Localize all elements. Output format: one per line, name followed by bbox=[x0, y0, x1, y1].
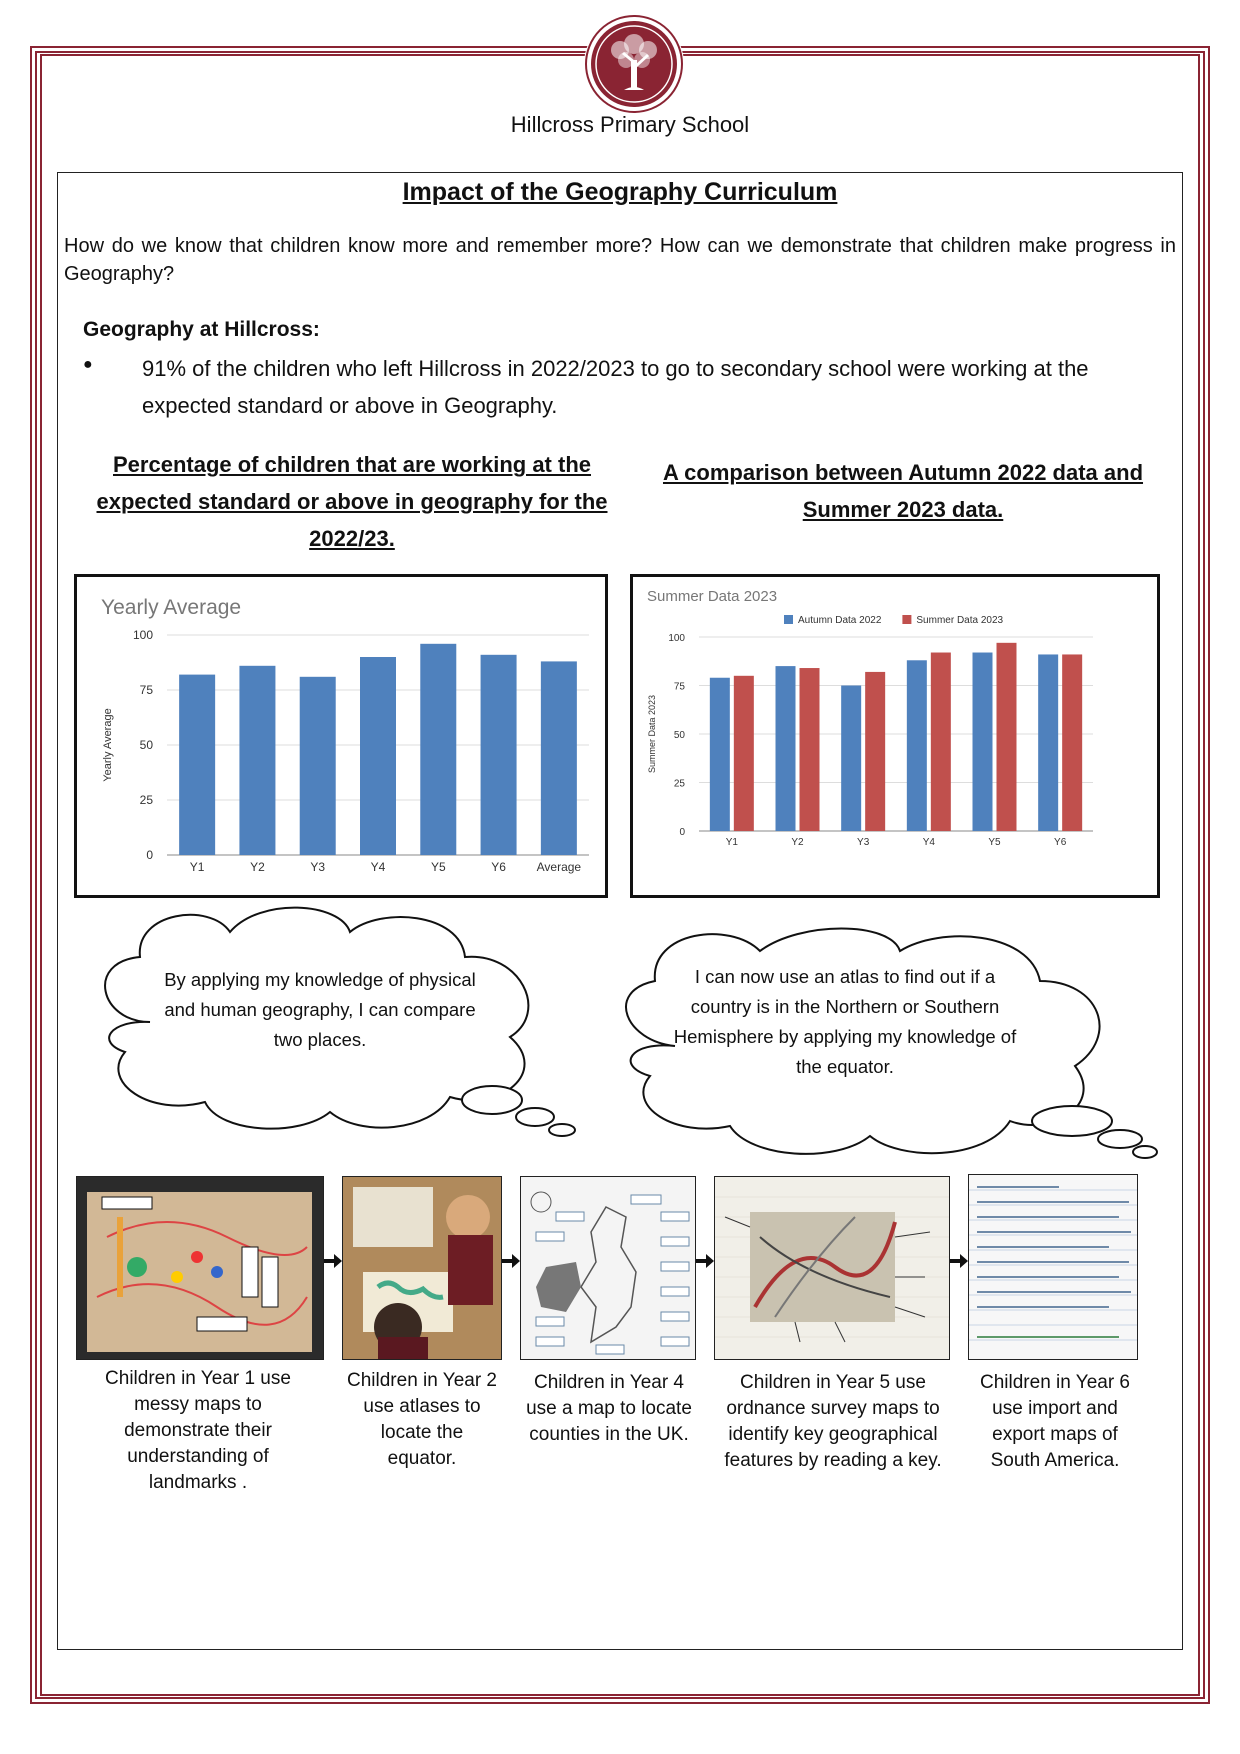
y-tick-label: 50 bbox=[673, 730, 685, 741]
legend-label: Summer Data 2023 bbox=[916, 615, 1004, 626]
y-tick-label: 0 bbox=[679, 827, 685, 838]
caption-year4: Children in Year 4 use a map to locate counties in the UK. bbox=[526, 1372, 692, 1445]
page-title: Impact of the Geography Curriculum bbox=[402, 178, 838, 206]
bullet-icon: ● bbox=[83, 356, 93, 373]
tree-crest-icon bbox=[584, 14, 684, 114]
intro-text: How do we know that children know more and remember more? How can we demonstrate that children make progress in Geography? bbox=[64, 235, 1176, 285]
written-notes-photo bbox=[968, 1174, 1138, 1360]
y-tick-label: 100 bbox=[132, 628, 153, 642]
caption-year1: Children in Year 1 use messy maps to demonstrate their understanding of landmarks . bbox=[105, 1368, 291, 1493]
yearly-average-chart bbox=[74, 574, 608, 898]
x-tick-label: Y4 bbox=[922, 837, 935, 848]
bar bbox=[481, 655, 517, 855]
bar bbox=[1038, 654, 1058, 831]
school-logo bbox=[584, 14, 684, 114]
bar bbox=[907, 660, 927, 831]
uk-map-photo bbox=[520, 1176, 696, 1360]
arrow-right-icon bbox=[950, 1254, 968, 1268]
y-tick-label: 25 bbox=[673, 778, 685, 790]
bar bbox=[865, 672, 885, 831]
bar bbox=[800, 668, 820, 831]
bar bbox=[997, 643, 1017, 831]
legend-label: Autumn Data 2022 bbox=[798, 615, 882, 626]
x-tick-label: Y3 bbox=[310, 860, 326, 874]
x-tick-label: Y5 bbox=[430, 860, 446, 874]
atlas-photo bbox=[342, 1176, 502, 1360]
x-tick-label: Y6 bbox=[491, 860, 506, 874]
arrow-right-icon bbox=[696, 1254, 714, 1268]
os-map-photo bbox=[714, 1176, 950, 1360]
y-axis-label: Yearly Average bbox=[102, 708, 114, 782]
chart-title: Summer Data 2023 bbox=[647, 588, 778, 605]
x-tick-label: Y1 bbox=[725, 837, 738, 848]
bar bbox=[1062, 654, 1082, 831]
bar bbox=[734, 676, 754, 831]
bar bbox=[841, 686, 861, 832]
bar bbox=[239, 666, 275, 855]
legend-swatch bbox=[902, 615, 911, 624]
y-axis-label: Summer Data 2023 bbox=[647, 694, 657, 774]
comparison-chart-svg bbox=[633, 577, 1157, 895]
bar bbox=[776, 666, 796, 831]
y-tick-label: 75 bbox=[139, 683, 153, 697]
thought-bubble-left-text: By applying my knowledge of physical and human geography, I can compare two places. bbox=[164, 969, 476, 1050]
y-tick-label: 25 bbox=[139, 793, 153, 807]
y-tick-label: 100 bbox=[668, 633, 685, 644]
bar bbox=[931, 653, 951, 831]
bar bbox=[973, 653, 993, 831]
x-tick-label: Y1 bbox=[189, 860, 205, 874]
legend-swatch bbox=[784, 615, 793, 624]
y-tick-label: 0 bbox=[146, 848, 153, 862]
messy-map-photo bbox=[76, 1176, 324, 1360]
x-tick-label: Average bbox=[536, 860, 582, 874]
bar bbox=[179, 675, 215, 855]
caption-year2: Children in Year 2 use atlases to locate the equator. bbox=[347, 1370, 497, 1469]
x-tick-label: Y6 bbox=[1054, 837, 1067, 848]
left-chart-heading: Percentage of children that are working at the expected standard or above in geography for the 2022/23. bbox=[96, 452, 608, 551]
bar bbox=[710, 678, 730, 831]
arrow-right-icon bbox=[324, 1254, 342, 1268]
caption-year5: Children in Year 5 use ordnance survey maps to identify key geographical features by reading a key. bbox=[724, 1372, 942, 1471]
y-tick-label: 50 bbox=[139, 738, 153, 752]
arrow-right-icon bbox=[502, 1254, 520, 1268]
yearly-average-chart-svg bbox=[77, 577, 605, 895]
thought-bubble-right-text: I can now use an atlas to find out if a country is in the Northern or Southern Hemisphere by applying my knowledge of the equator. bbox=[673, 966, 1017, 1077]
x-tick-label: Y2 bbox=[791, 837, 804, 848]
x-tick-label: Y3 bbox=[857, 837, 870, 848]
bar bbox=[420, 644, 456, 855]
caption-year6: Children in Year 6 use import and export maps of South America. bbox=[980, 1372, 1130, 1471]
bullet-item: 91% of the children who left Hillcross in 2022/2023 to go to secondary school were working at the expected standard or above in Geography. bbox=[142, 356, 1089, 418]
bar bbox=[360, 657, 396, 855]
school-name: Hillcross Primary School bbox=[510, 112, 750, 137]
x-tick-label: Y5 bbox=[988, 837, 1001, 848]
section-heading: Geography at Hillcross: bbox=[83, 318, 320, 341]
x-tick-label: Y2 bbox=[250, 860, 265, 874]
bar bbox=[541, 661, 577, 855]
bar bbox=[300, 677, 336, 855]
y-tick-label: 75 bbox=[673, 681, 685, 693]
right-chart-heading: A comparison between Autumn 2022 data and Summer 2023 data. bbox=[662, 460, 1144, 522]
chart-title: Yearly Average bbox=[101, 596, 242, 619]
comparison-chart bbox=[630, 574, 1160, 898]
x-tick-label: Y4 bbox=[370, 860, 386, 874]
